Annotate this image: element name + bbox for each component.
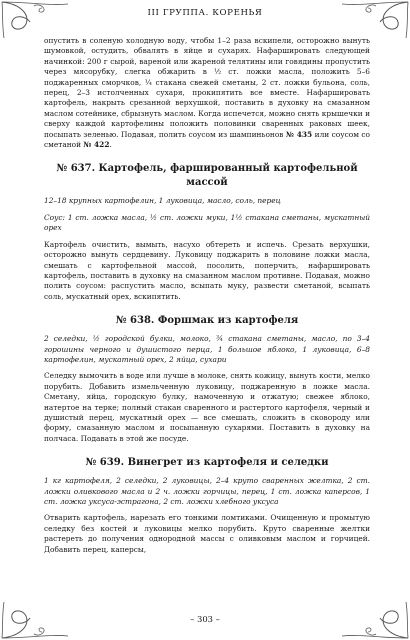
page-content	[44, 36, 370, 555]
recipe-639-title: № 639. Винегрет из картофеля и селедки	[85, 457, 329, 469]
intro-reference-422: № 422	[83, 140, 110, 150]
intro-text-end: .	[109, 140, 112, 150]
recipe-638-ingredients: 2 селедки, ½ городской булки, молоко, ¾ стакана сметаны, масло, по 3–4 горошины черного и душистого перца, 1 большое яблоко, 1 луковица, 6–8 картофелин, мускатный орех, 2 яйца, сухари	[44, 334, 370, 364]
intro-paragraph	[44, 36, 370, 150]
running-head: III ГРУППА. КОРЕНЬЯ	[147, 8, 263, 18]
recipe-639-text: Отварить картофель, нарезать его тонкими ломтиками. Очищенную и промытую селедку без костей и луковицы мелко порубить. Круто сваренные желтки растереть до получения однородной массы с оливковым маслом и горчицей. Добавить перец, каперсы,	[44, 513, 370, 554]
recipe-637-sauce: Соус: 1 ст. ложка масла, ½ ст. ложки муки, 1½ стакана сметаны, мускатный орех	[44, 212, 370, 233]
page-number: – 303 –	[190, 614, 220, 624]
recipe-637-ingredients: 12–18 крупных картофелин, 1 луковица, масло, соль, перец	[44, 196, 281, 206]
recipe-638-title: № 638. Форшмак из картофеля	[115, 315, 299, 327]
recipe-637-title: № 637. Картофель, фаршированный картофельной массой	[56, 163, 358, 189]
intro-reference-435: № 435	[285, 129, 313, 139]
recipe-639-ingredients: 1 кг картофеля, 2 селедки, 2 луковицы, 2–4 круто сваренных желтка, 2 ст. ложки оливкового масла и 2 ч. ложки горчицы, перец, 1 ст. ложка каперсов, 1 ст. ложка уксуса-эстрагона, 2 ст. ложки хлебного уксуса	[44, 476, 370, 506]
recipe-637-text: Картофель очистить, вымыть, насухо обтереть и испечь. Срезать верхушки, осторожно вынуть сердцевину. Луковицу поджарить в половине ложки масла, смешать с картофельной массой, посолить, поперчить, нафаршировать картофель, поставить в духовку на смазанном маслом противне. Подавая, можно полить соусом: распустить масло, всыпать муку, развести сметаной, всыпать соль, мускатный орех, вскипятить.	[44, 239, 370, 301]
intro-text: опустить в соленую холодную воду, чтобы 1–2 раза вскипели, осторожно вынуть шумовкой, остудить, обвалять в яйце и сухарях. Нафаршировать следующей начинкой: 200 г сырой, вареной или жареной телятины или говядины пропустить через мясорубку, слегка обжарить в ½ ст. ложки масла, положить 5–6 поджаренных сморчков, ¼ стакана свежей сметаны, 2 ст. ложки бульона, соль, перец, 2–3 истолченных сухаря, прокипятить все вместе. Нафаршировать картофель, накрыть срезанной верхушкой, поставить в духовку на смазанном маслом сотейнике, сбрызнуть маслом. Когда испечется, можно снять крышечки и сверху каждой картофелины положить половинки сваренных раковых шеек, посыпать зеленью. Подавая, полить соусом из шампиньонов	[44, 36, 370, 139]
intro-text-mid: или соусом со сметаной	[44, 129, 370, 150]
recipe-638-text: Селедку вымочить в воде или лучше в молоке, снять кожицу, вынуть кости, мелко порубить. Добавить измельченную луковицу, поджаренную в ложке масла. Сметану, яйца, городскую булку, намоченную и отжатую; свежее яблоко, натертое на терке; полный стакан сваренного и растертого картофеля, черный и душистый перец, мускатный орех — все смешать, сложить в сковороду или форму, смазанную маслом и посыпанную сухарями. Поставить в духовку на полчаса. Подавать в этой же посуде.	[44, 371, 370, 443]
corner-ornament-top-right	[340, 0, 410, 40]
corner-ornament-top-left	[0, 0, 70, 40]
